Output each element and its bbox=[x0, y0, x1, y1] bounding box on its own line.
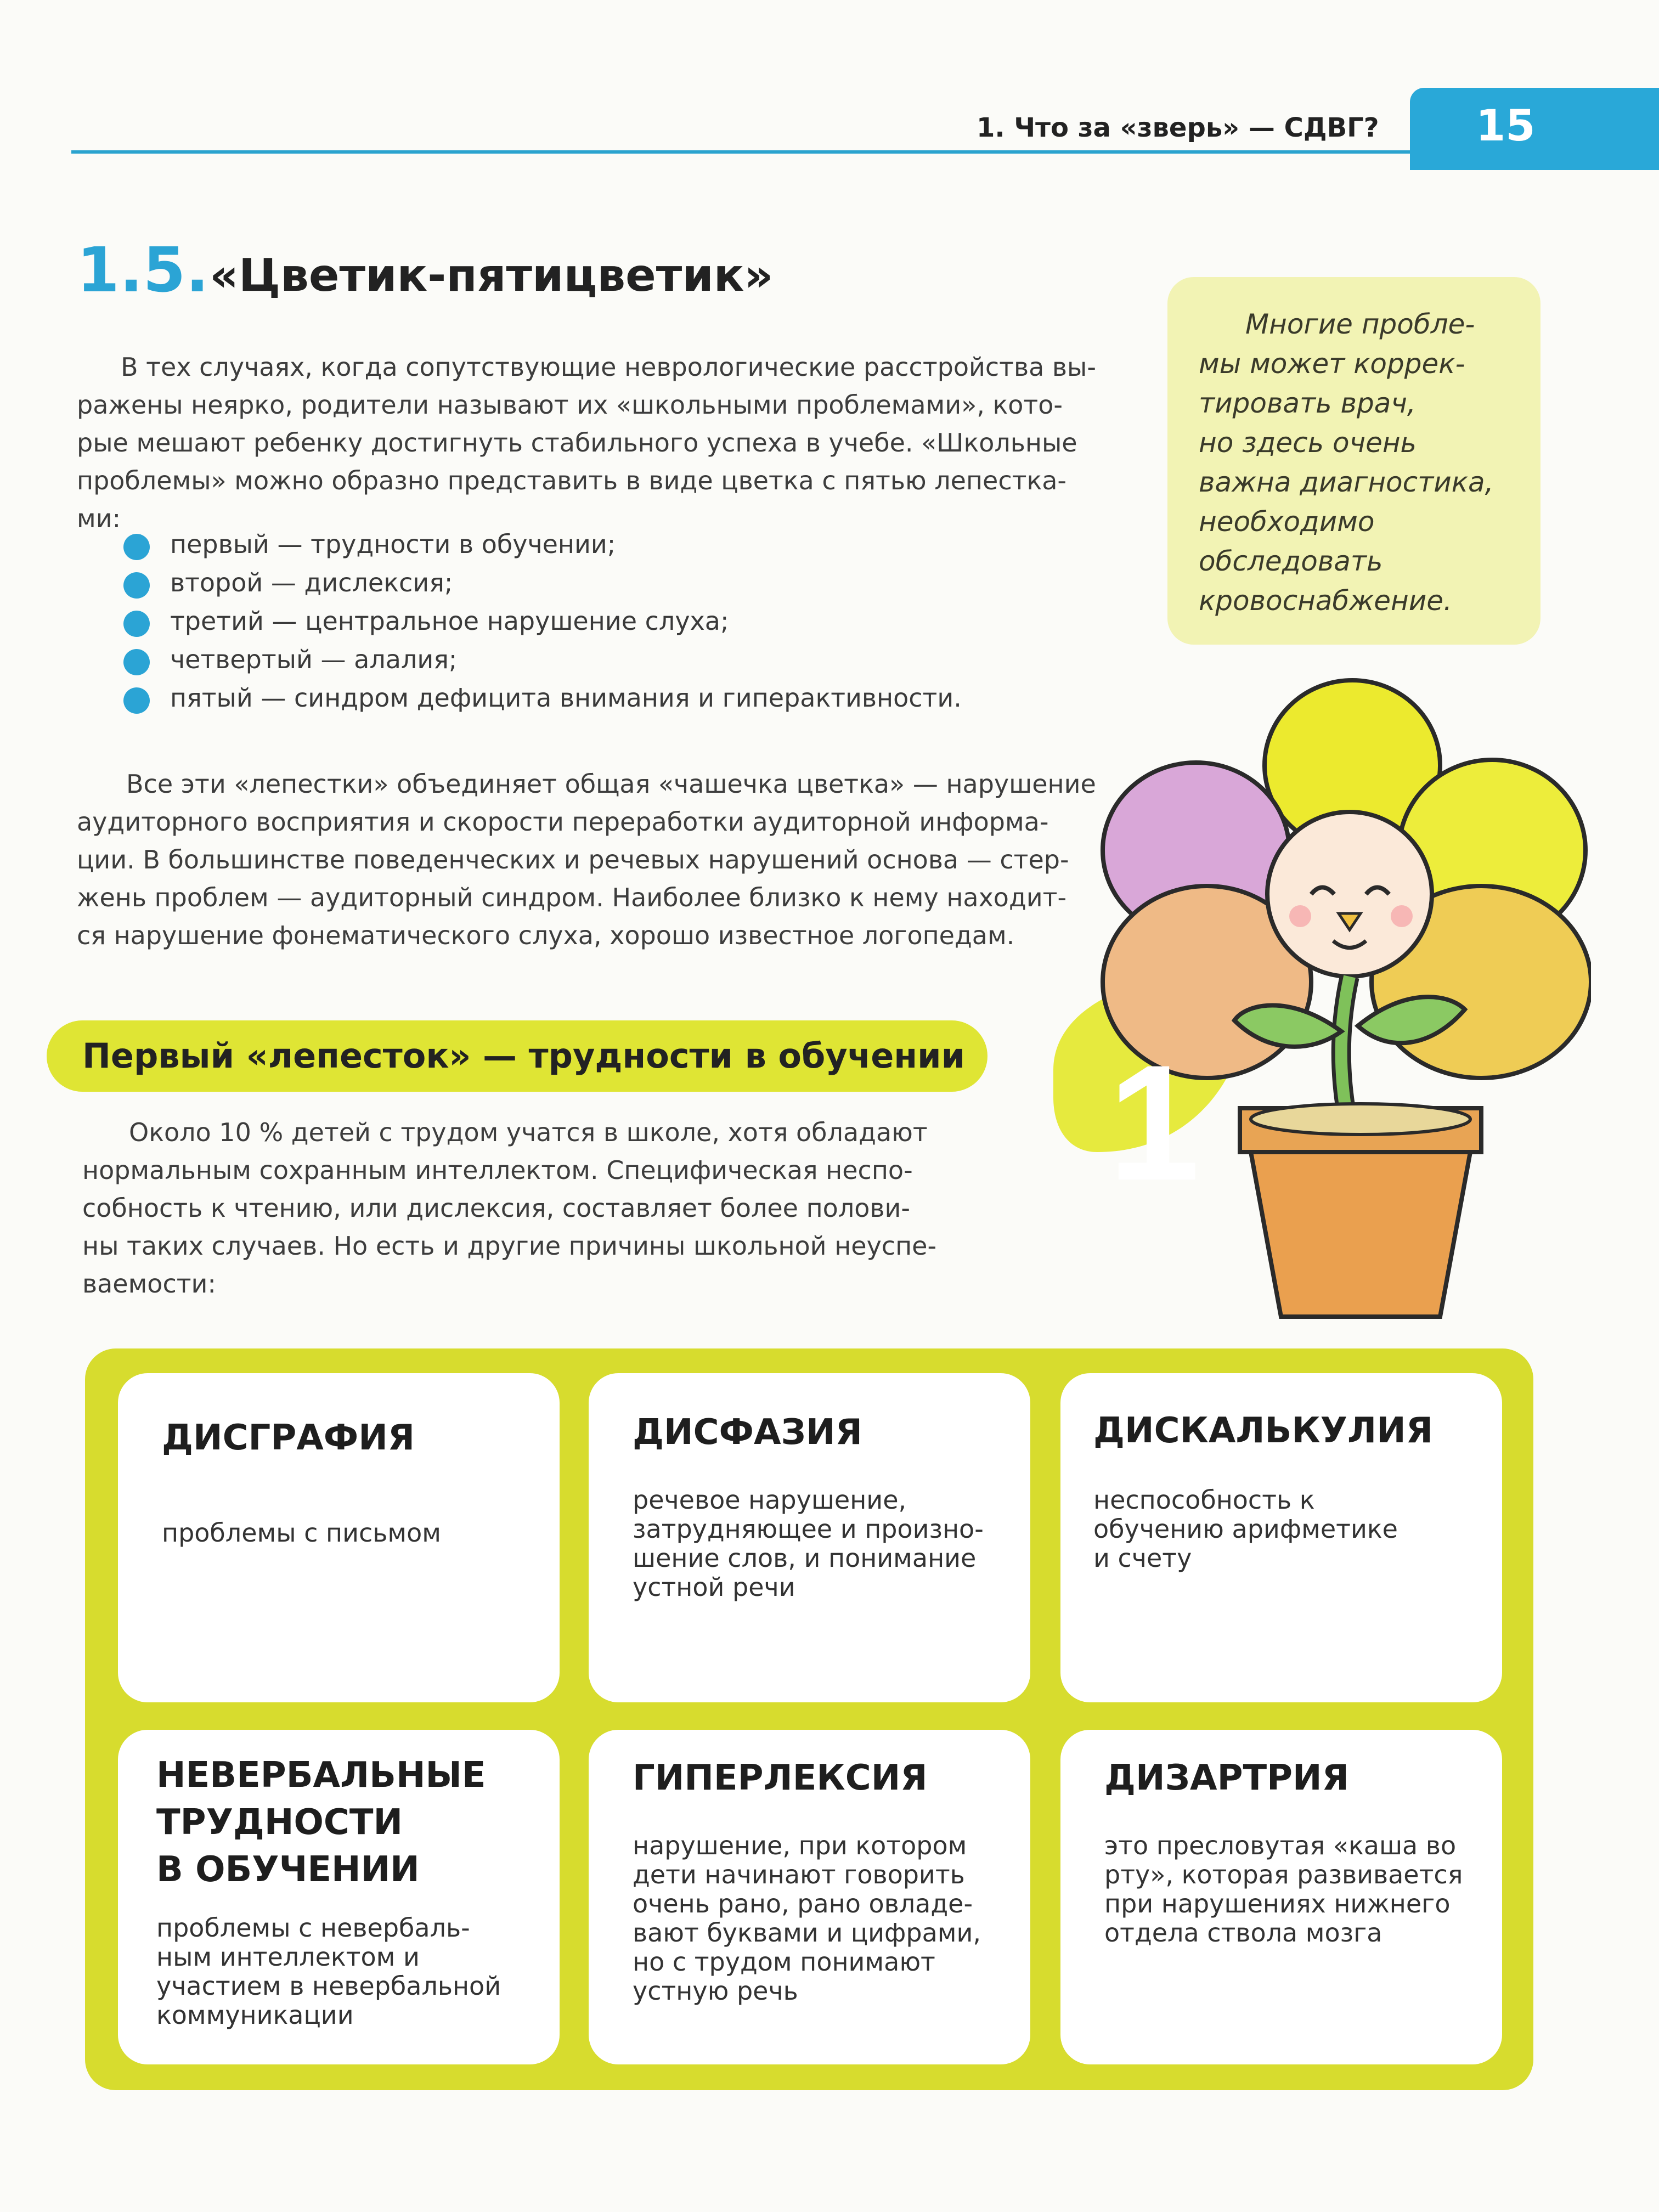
cup-line: Все эти «лепестки» объединяет общая «чашечка цветка» — нарушение bbox=[126, 769, 1096, 799]
bullet-dot-icon bbox=[123, 611, 150, 637]
section-number: 1.5. bbox=[77, 235, 209, 306]
header-rule bbox=[71, 150, 1426, 154]
intro-paragraph bbox=[77, 348, 1108, 538]
term-title: НЕВЕРБАЛЬНЫЕ ТРУДНОСТИ В ОБУЧЕНИИ bbox=[156, 1755, 486, 1890]
page-number: 15 bbox=[1476, 101, 1536, 151]
first-petal-line: Около 10 % детей с трудом учатся в школе, хотя обладают bbox=[129, 1118, 928, 1147]
intro-line: В тех случаях, когда сопутствующие неврологические расстройства вы- bbox=[121, 352, 1096, 382]
term-card-dysphasia bbox=[589, 1373, 1030, 1702]
flower-face bbox=[1267, 812, 1432, 977]
term-title: ДИЗАРТРИЯ bbox=[1104, 1758, 1349, 1798]
bullet-dot-icon bbox=[123, 649, 150, 675]
chapter-title: 1. Что за «зверь» — СДВГ? bbox=[977, 112, 1379, 143]
flower-illustration bbox=[1031, 669, 1591, 1333]
cup-line: ся нарушение фонематического слуха, хорошо известное логопедам. bbox=[77, 921, 1015, 950]
term-description: проблемы с невербаль- ным интеллектом и участием в невербальной коммуникации bbox=[156, 1913, 501, 2030]
intro-line: проблемы» можно образно представить в виде цветка с пятью лепестка- bbox=[77, 466, 1067, 495]
term-card-dysarthria bbox=[1060, 1730, 1502, 2064]
first-petal-line: ваемости: bbox=[82, 1269, 216, 1299]
cup-line: жень проблем — аудиторный синдром. Наиболее близко к нему находит- bbox=[77, 883, 1067, 912]
term-title: ГИПЕРЛЕКСИЯ bbox=[633, 1758, 928, 1798]
pot-body bbox=[1251, 1152, 1470, 1317]
term-title: ДИСФАЗИЯ bbox=[633, 1412, 862, 1453]
term-description: неспособность к обучению арифметике и счету bbox=[1093, 1485, 1398, 1573]
term-description: проблемы с письмом bbox=[162, 1518, 441, 1548]
sidebar-note-text: Многие пробле- мы может коррек- тировать врач, но здесь очень важна диагностика, необходимо обследовать кровоснабжение. bbox=[1199, 308, 1494, 617]
term-title: ДИСГРАФИЯ bbox=[162, 1418, 415, 1458]
first-petal-line: нормальным сохранным интеллектом. Специфическая неспо- bbox=[82, 1155, 913, 1185]
cup-line: ции. В большинстве поведенческих и речевых нарушений основа — стер- bbox=[77, 845, 1069, 874]
terms-frame bbox=[85, 1348, 1533, 2090]
term-description: нарушение, при котором дети начинают говорить очень рано, рано овладе- вают буквами и цифрами, но с трудом понимают устную речь bbox=[633, 1831, 981, 2006]
left-cheek bbox=[1289, 905, 1311, 927]
petal-badge-number: 1 bbox=[1108, 1030, 1200, 1215]
bullet-dot-icon bbox=[123, 572, 150, 599]
first-petal-line: собность к чтению, или дислексия, составляет более полови- bbox=[82, 1193, 910, 1223]
term-card-dysgraphia bbox=[118, 1373, 560, 1702]
bullet-dot-icon bbox=[123, 534, 150, 560]
term-description: речевое нарушение, затрудняющее и произно- шение слов, и понимание устной речи bbox=[633, 1485, 984, 1602]
section-title: «Цветик-пятицветик» bbox=[210, 250, 774, 302]
intro-line: рые мешают ребенку достигнуть стабильного успеха в учебе. «Школьные bbox=[77, 428, 1077, 458]
subheading: Первый «лепесток» — трудности в обучении bbox=[82, 1036, 966, 1076]
term-card-nonverbal bbox=[118, 1730, 560, 2064]
term-description: это пресловутая «каша во рту», которая развивается при нарушениях нижнего отдела ствола мозга bbox=[1104, 1831, 1463, 1948]
term-card-hyperlexia bbox=[589, 1730, 1030, 2064]
term-card-dyscalculia bbox=[1060, 1373, 1502, 1702]
pot-soil bbox=[1251, 1104, 1470, 1135]
first-petal-paragraph bbox=[82, 1114, 960, 1303]
intro-line: ражены неярко, родители называют их «школьными проблемами», кото- bbox=[77, 390, 1063, 420]
first-petal-line: ны таких случаев. Но есть и другие причины школьной неуспе- bbox=[82, 1231, 937, 1261]
right-cheek bbox=[1391, 905, 1413, 927]
cup-paragraph bbox=[77, 765, 1108, 955]
intro-line: ми: bbox=[77, 504, 121, 533]
bullet-dot-icon bbox=[123, 687, 150, 714]
cup-line: аудиторного восприятия и скорости переработки аудиторной информа- bbox=[77, 807, 1049, 837]
term-title: ДИСКАЛЬКУЛИЯ bbox=[1093, 1410, 1433, 1451]
